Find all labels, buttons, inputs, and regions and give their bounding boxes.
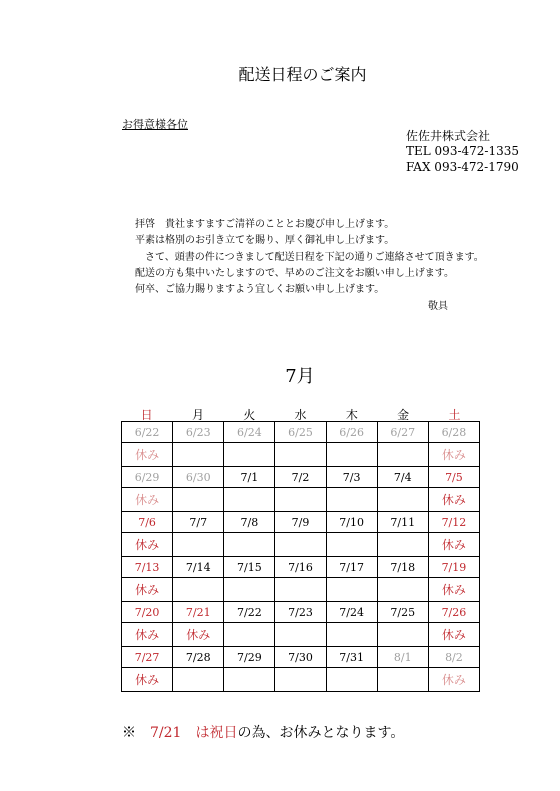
calendar-note: [224, 623, 275, 647]
calendar-note: [224, 443, 275, 467]
holiday-note: 休み: [122, 668, 173, 692]
delivery-calendar: [121, 421, 480, 692]
calendar-date: 7/5: [428, 467, 479, 488]
holiday-note: 休み: [428, 668, 479, 692]
calendar-note: [326, 488, 377, 512]
holiday-note: 休み: [122, 623, 173, 647]
calendar-date: 7/19: [428, 557, 479, 578]
week-1-notes: [122, 443, 480, 467]
calendar-note: [275, 533, 326, 557]
company-fax: FAX 093-472-1790: [406, 160, 519, 174]
document-title: 配送日程のご案内: [238, 65, 367, 84]
calendar-note: [173, 578, 224, 602]
calendar-date: 7/25: [377, 602, 428, 623]
footnote-text: の為、お休みとなります。: [237, 725, 405, 741]
calendar-date: 7/23: [275, 602, 326, 623]
letter-line: 平素は格別のお引き立てを賜り、厚く御礼申し上げます。: [135, 235, 395, 246]
calendar-date: 6/22: [122, 422, 173, 443]
week-3-dates: [122, 512, 480, 533]
weekday-friday: 金: [397, 408, 410, 422]
weekday-header: [121, 406, 480, 422]
calendar-date: 7/21: [173, 602, 224, 623]
calendar-note: [173, 488, 224, 512]
calendar-note: [224, 488, 275, 512]
week-6-dates: [122, 647, 480, 668]
calendar-date: 7/7: [173, 512, 224, 533]
calendar-date: 7/1: [224, 467, 275, 488]
letter-closing: 敬具: [428, 301, 448, 312]
holiday-footnote: [122, 722, 404, 742]
calendar-note: [377, 578, 428, 602]
calendar-date: 7/4: [377, 467, 428, 488]
calendar-note: [275, 488, 326, 512]
calendar-note: [326, 623, 377, 647]
week-6-notes: [122, 668, 480, 692]
company-tel: TEL 093-472-1335: [406, 144, 520, 158]
calendar-date: 7/6: [122, 512, 173, 533]
reference-mark: ※: [122, 725, 136, 741]
week-4-dates: [122, 557, 480, 578]
calendar-date: 8/2: [428, 647, 479, 668]
calendar-note: [377, 443, 428, 467]
calendar-date: 7/15: [224, 557, 275, 578]
calendar-date: 7/26: [428, 602, 479, 623]
holiday-note: 休み: [428, 533, 479, 557]
calendar-date: 7/16: [275, 557, 326, 578]
calendar-date: 6/29: [122, 467, 173, 488]
week-1-dates: [122, 422, 480, 443]
calendar-date: 7/29: [224, 647, 275, 668]
calendar-note: [275, 443, 326, 467]
holiday-note: 休み: [122, 488, 173, 512]
company-name: 佐佐井株式会社: [406, 129, 491, 143]
calendar-date: 6/30: [173, 467, 224, 488]
calendar-date: 7/28: [173, 647, 224, 668]
recipient: お得意様各位: [122, 118, 188, 131]
holiday-note: 休み: [428, 623, 479, 647]
calendar-note: [326, 533, 377, 557]
calendar-note: [173, 443, 224, 467]
calendar-date: 7/8: [224, 512, 275, 533]
holiday-note: 休み: [122, 578, 173, 602]
week-3-notes: [122, 533, 480, 557]
calendar-date: 7/30: [275, 647, 326, 668]
calendar-date: 6/23: [173, 422, 224, 443]
calendar-note: [275, 668, 326, 692]
calendar-note: [326, 443, 377, 467]
week-5-notes: [122, 623, 480, 647]
calendar-note: [224, 533, 275, 557]
calendar-date: 6/25: [275, 422, 326, 443]
calendar-note: [224, 668, 275, 692]
weekday-sunday: 日: [140, 408, 153, 422]
holiday-note: 休み: [122, 533, 173, 557]
calendar-date: 7/12: [428, 512, 479, 533]
weekday-tuesday: 火: [243, 408, 256, 422]
calendar-note: [377, 623, 428, 647]
weekday-monday: 月: [191, 408, 204, 422]
calendar-date: 7/20: [122, 602, 173, 623]
calendar-note: [377, 668, 428, 692]
holiday-note: 休み: [428, 443, 479, 467]
calendar-date: 7/17: [326, 557, 377, 578]
week-2-dates: [122, 467, 480, 488]
week-2-notes: [122, 488, 480, 512]
weekday-wednesday: 水: [294, 408, 307, 422]
letter-line: 拝啓 貴社ますますご清祥のこととお慶び申し上げます。: [135, 219, 395, 230]
week-4-notes: [122, 578, 480, 602]
calendar-date: 6/24: [224, 422, 275, 443]
calendar-date: 7/27: [122, 647, 173, 668]
calendar-date: 7/10: [326, 512, 377, 533]
calendar-date: 6/26: [326, 422, 377, 443]
letter-line: さて、頭書の件につきまして配送日程を下記の通りご連絡させて頂きます。: [135, 252, 484, 263]
footnote-holiday: は祝日: [195, 725, 238, 741]
calendar-note: [173, 533, 224, 557]
calendar-date: 7/18: [377, 557, 428, 578]
calendar-note: [326, 578, 377, 602]
calendar-date: 7/24: [326, 602, 377, 623]
calendar-note: [224, 578, 275, 602]
calendar-date: 7/9: [275, 512, 326, 533]
letter-line: 配送の方も集中いたしますので、早めのご注文をお願い申し上げます。: [135, 268, 454, 279]
calendar-date: 7/2: [275, 467, 326, 488]
holiday-note: 休み: [173, 623, 224, 647]
holiday-note: 休み: [428, 488, 479, 512]
holiday-note: 休み: [428, 578, 479, 602]
weekday-thursday: 木: [345, 408, 358, 422]
calendar-date: 7/3: [326, 467, 377, 488]
calendar-date: 6/28: [428, 422, 479, 443]
calendar-date: 7/22: [224, 602, 275, 623]
calendar-note: [377, 533, 428, 557]
calendar-date: 7/14: [173, 557, 224, 578]
week-5-dates: [122, 602, 480, 623]
calendar-note: [377, 488, 428, 512]
calendar-date: 7/13: [122, 557, 173, 578]
holiday-note: 休み: [122, 443, 173, 467]
footnote-date: 7/21: [150, 725, 182, 741]
calendar-date: 6/27: [377, 422, 428, 443]
calendar-date: 7/31: [326, 647, 377, 668]
month-title: 7月: [285, 366, 315, 387]
calendar-note: [173, 668, 224, 692]
calendar-note: [275, 623, 326, 647]
calendar-note: [275, 578, 326, 602]
calendar-note: [326, 668, 377, 692]
calendar-date: 8/1: [377, 647, 428, 668]
calendar-date: 7/11: [377, 512, 428, 533]
weekday-saturday: 土: [448, 408, 461, 422]
letter-line: 何卒、ご協力賜りますよう宜しくお願い申し上げます。: [135, 284, 385, 295]
